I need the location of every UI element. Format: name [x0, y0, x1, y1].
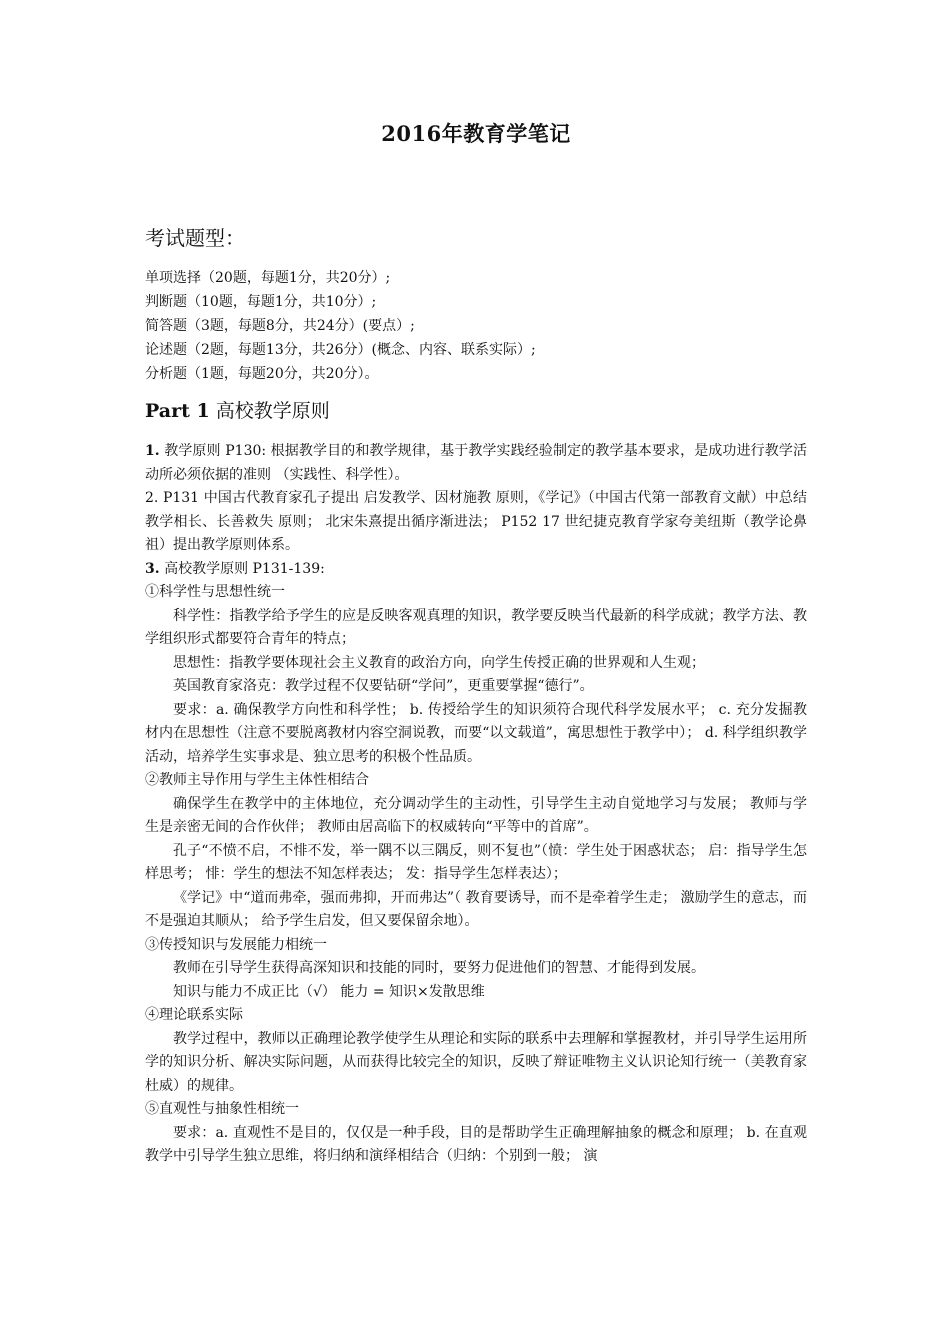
principle-title-2: ②教师主导作用与学生主体性相结合: [145, 772, 369, 788]
principle-paragraph: 英国教育家洛克：教学过程不仅要钻研“学问”，更重要掌握“德行”。: [173, 678, 594, 694]
exam-type-item: 判断题（10题，每题1分，共10分）;: [145, 294, 377, 310]
exam-type-item: 分析题（1题，每题20分，共20分）。: [145, 366, 379, 382]
principle-title-5: ⑤直观性与抽象性相统一: [145, 1101, 299, 1117]
principle-title-3: ③传授知识与发展能力相统一: [145, 936, 327, 953]
principle-paragraph: 知识与能力不成正比（√） 能力 = 知识×发散思维: [173, 983, 485, 1000]
part-heading: [145, 396, 330, 423]
principle-paragraph: 教学过程中，教师以正确理论教学使学生从理论和实际的联系中去理解和掌握教材，并引导学生运用所学的知识分析、解决实际问题，从而获得比较完全的知识，反映了辩证唯物主义认识论知行统一（美教育家杜威）的规律。: [145, 1030, 807, 1094]
notes-body: [145, 440, 807, 1169]
exam-type-item: 论述题（2题，每题13分，共26分）(概念、内容、联系实际）;: [145, 342, 536, 358]
principle-paragraph: 教师在引导学生获得高深知识和技能的同时，要努力促进他们的智慧、才能得到发展。: [173, 960, 705, 976]
note-text: : 根据教学目的和教学规律，基于教学实践经验制定的教学基本要求，是成功进行教学活动所必须依据的准则 （实践性、科学性）。: [145, 443, 808, 483]
note-paragraph-1: [145, 440, 807, 487]
principle-paragraph: 要求：a. 直观性不是目的，仅仅是一种手段，目的是帮助学生正确理解抽象的概念和原理； b. 在直观教学中引导学生独立思维，将归纳和演绎相结合（归纳：个别到一般； 演: [145, 1124, 807, 1164]
principle-paragraph: 要求：a. 确保教学方向性和科学性； b. 传授给学生的知识须符合现代科学发展水平； c. 充分发掘教材内在思想性（注意不要脱离教材内容空洞说教，而要“以文载道”，寓思想性于教学中）； d. 科学组织教学活动，培养学生实事求是、独立思考的积极个性品质。: [145, 701, 807, 765]
exam-types-heading: 考试题型：: [145, 226, 245, 250]
principle-title-1: ①科学性与思想性统一: [145, 584, 285, 600]
principle-paragraph: 确保学生在教学中的主体地位，充分调动学生的主动性，引导学生主动自觉地学习与发展； 教师与学生是亲密无间的合作伙伴； 教师由居高临下的权威转向“平等中的首席”。: [145, 795, 807, 835]
principle-paragraph: 思想性：指教学要体现社会主义教育的政治方向，向学生传授正确的世界观和人生观；: [173, 654, 705, 671]
note-paragraph-2: 2. P131 中国古代教育家孔子提出 启发教学、因材施教 原则，《学记》（中国古代第一部教育文献）中总结 教学相长、长善救失 原则； 北宋朱熹提出循序渐进法； P152 17 世纪捷克教育学家夸美纽斯（教学论鼻祖）提出教学原则体系。: [145, 490, 807, 553]
document-title: 2016年教育学笔记: [381, 121, 571, 146]
note-ref: 教学原则 P130: [164, 443, 262, 459]
note-number: 1.: [145, 443, 160, 459]
exam-type-item: 简答题（3题，每题8分，共24分）(要点）;: [145, 318, 415, 334]
note-number: 3.: [145, 560, 160, 577]
principle-paragraph: 科学性：指教学给予学生的应是反映客观真理的知识，教学要反映当代最新的科学成就；教学方法、教学组织形式都要符合青年的特点；: [145, 607, 807, 647]
principle-title-4: ④理论联系实际: [145, 1007, 243, 1023]
principle-paragraph: 孔子“不愤不启，不悱不发，举一隅不以三隅反，则不复也”（愤：学生处于困惑状态； 启：指导学生怎样思考； 悱：学生的想法不知怎样表达； 发：指导学生怎样表达）；: [145, 842, 807, 882]
note-text: :: [320, 560, 325, 577]
exam-types-list: [145, 266, 536, 386]
principle-paragraph: 《学记》中“道而弗牵，强而弗抑，开而弗达”（ 教育要诱导，而不是牵着学生走； 激励学生的意志，而不是强迫其顺从； 给予学生启发，但又要保留余地）。: [145, 889, 807, 929]
exam-type-item: 单项选择（20题，每题1分，共20分）;: [145, 270, 391, 286]
note-ref: 高校教学原则 P131-139: [164, 560, 321, 577]
part-number: Part 1: [145, 400, 210, 422]
note-paragraph-3: [145, 558, 807, 582]
part-name: 高校教学原则: [215, 400, 330, 422]
